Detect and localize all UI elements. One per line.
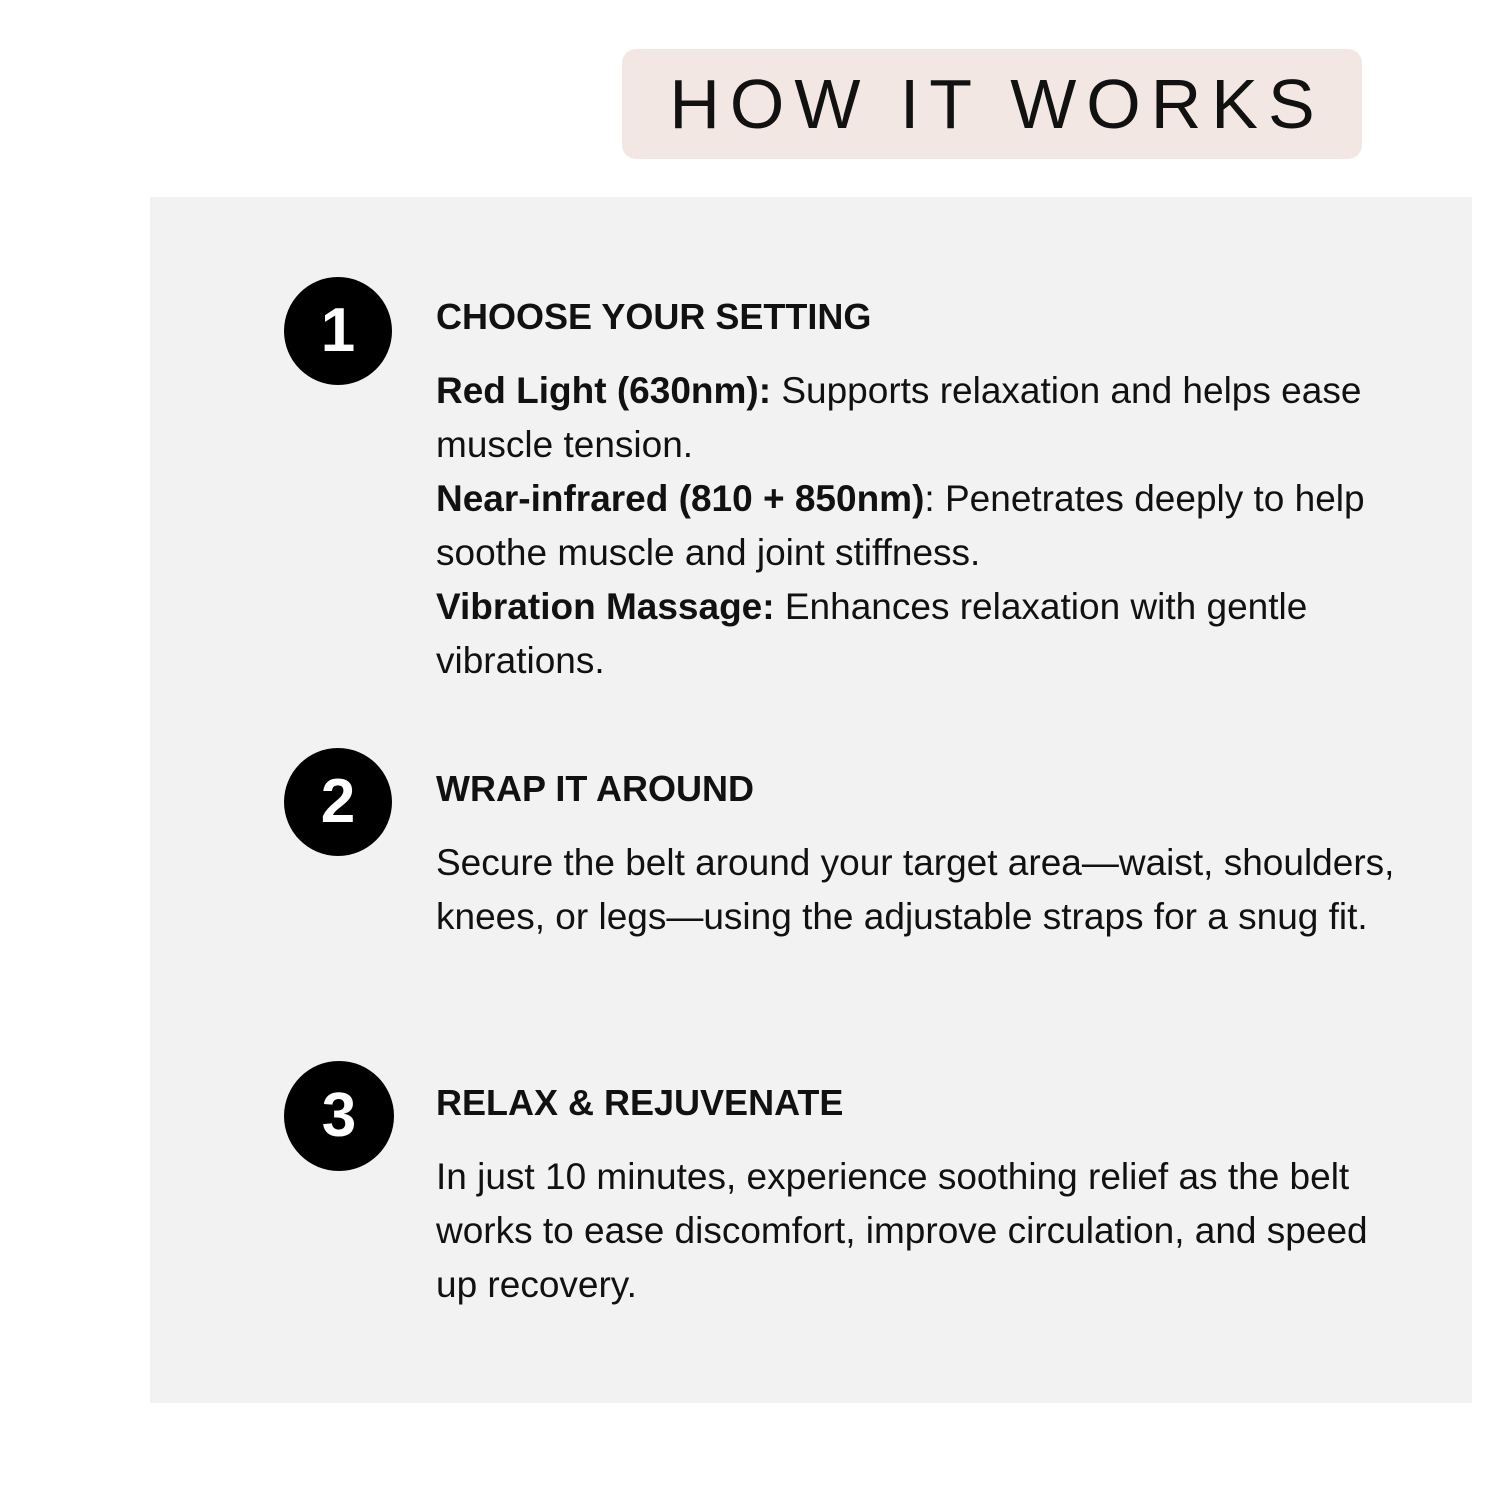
step-number-badge: 3 — [284, 1061, 394, 1171]
setting-description: Supports relaxation and helps ease muscle tension. — [436, 370, 1362, 465]
step-title: WRAP IT AROUND — [436, 768, 754, 809]
step-content — [436, 769, 1396, 944]
step-content — [436, 1083, 1396, 1312]
setting-description: : Penetrates deeply to help soothe muscle and joint stiffness. — [436, 478, 1365, 573]
steps-panel — [150, 197, 1472, 1403]
step-title: RELAX & REJUVENATE — [436, 1082, 844, 1123]
settings-list — [436, 364, 1396, 688]
setting-label: Vibration Massage: — [436, 586, 775, 627]
step-description: In just 10 minutes, experience soothing relief as the belt works to ease discomfort, improve circulation, and speed up recovery. — [436, 1156, 1368, 1305]
step-number-badge: 2 — [284, 748, 392, 856]
step-content — [436, 297, 1396, 688]
title-banner — [622, 49, 1362, 159]
step-description: Secure the belt around your target area—waist, shoulders, knees, or legs—using the adjustable straps for a snug fit. — [436, 842, 1395, 937]
step-number-badge: 1 — [284, 277, 392, 385]
setting-red-light — [436, 364, 1396, 472]
step-title: CHOOSE YOUR SETTING — [436, 296, 872, 337]
setting-vibration-massage — [436, 580, 1396, 688]
page-title: HOW IT WORKS — [669, 65, 1325, 143]
setting-near-infrared — [436, 472, 1396, 580]
setting-label: Red Light (630nm): — [436, 370, 772, 411]
setting-label: Near-infrared (810 + 850nm) — [436, 478, 925, 519]
setting-description: Enhances relaxation with gentle vibrations. — [436, 586, 1308, 681]
